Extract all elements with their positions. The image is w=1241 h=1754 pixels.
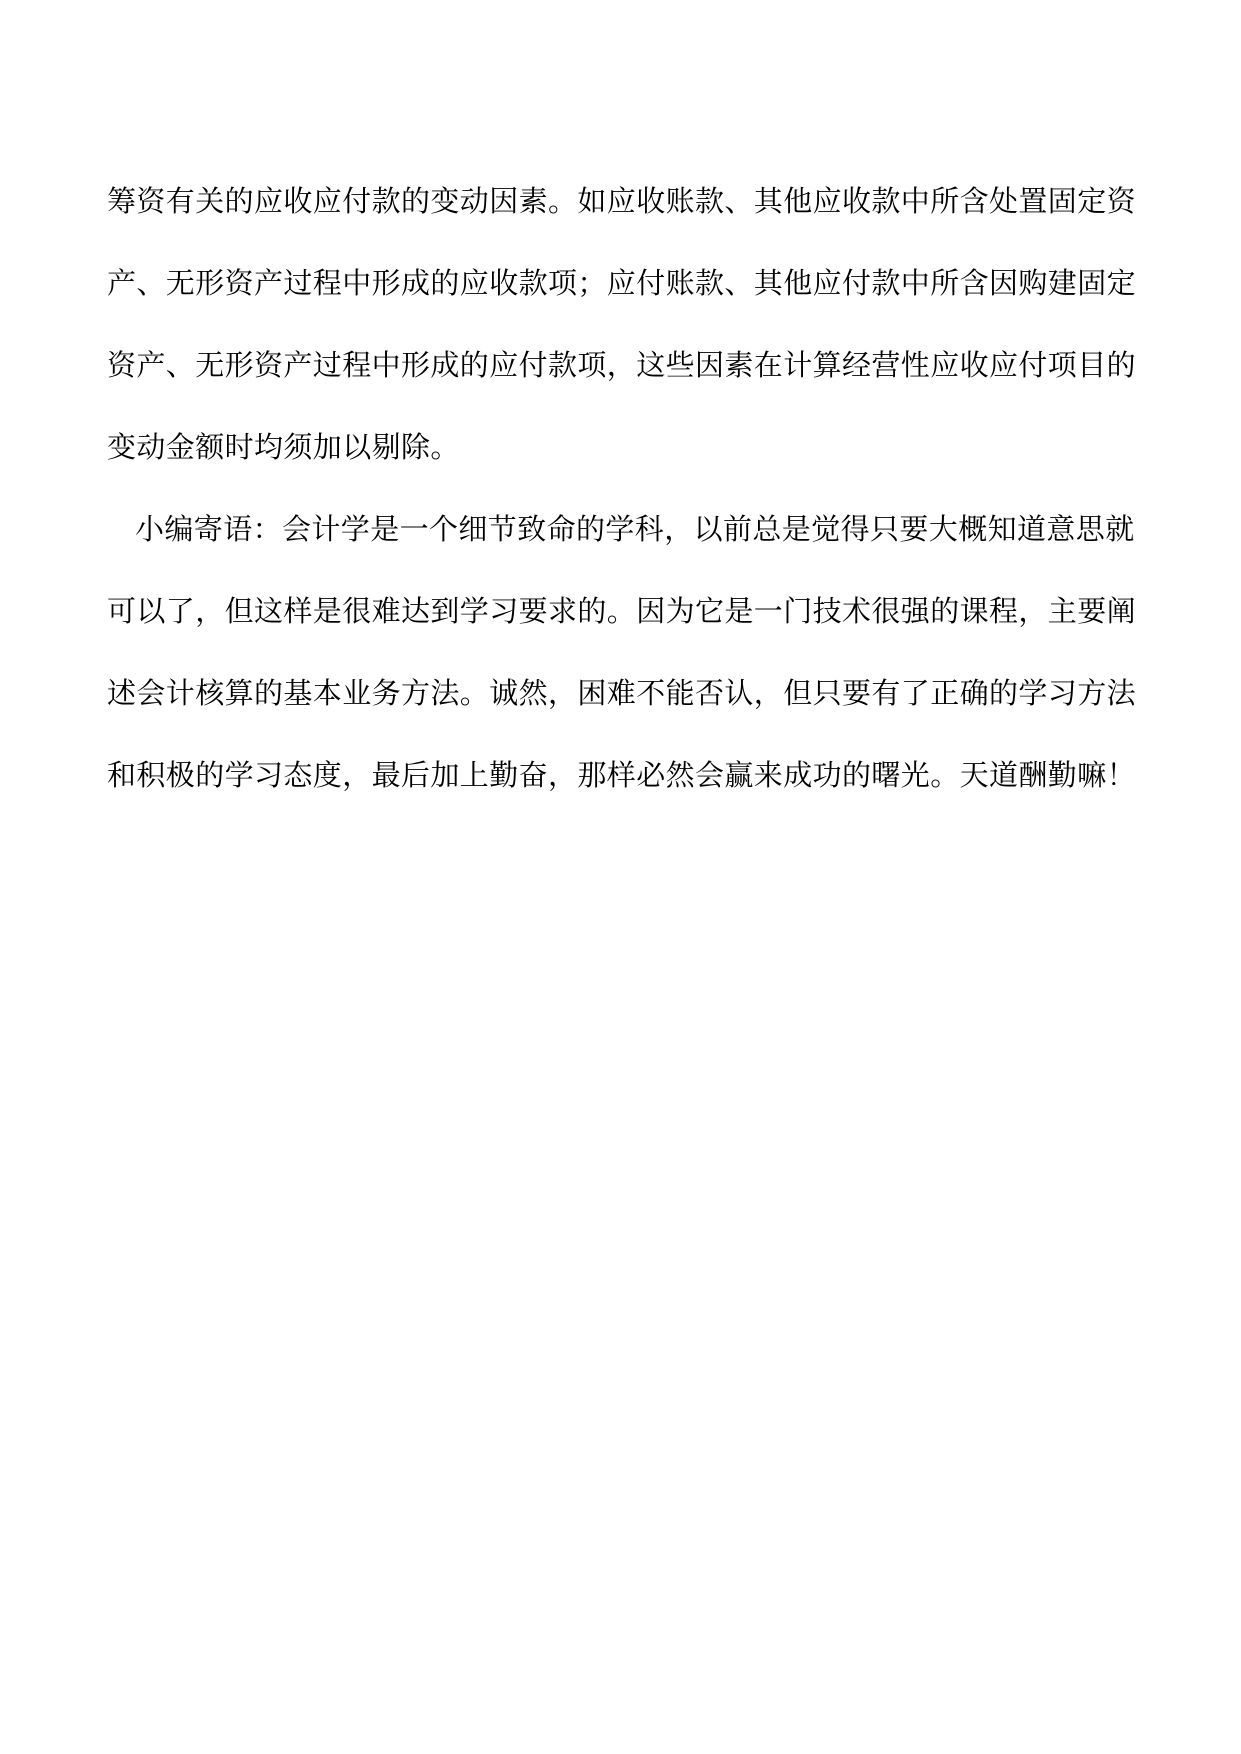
paragraph-line: 资产、无形资产过程中形成的应付款项，这些因素在计算经营性应收应付项目的: [107, 348, 1137, 382]
paragraph-line: 产、无形资产过程中形成的应收款项；应付账款、其他应付款中所含因购建固定: [107, 266, 1137, 300]
paragraph-cash-flow: [107, 160, 1135, 488]
paragraph-line: 述会计核算的基本业务方法。诚然，困难不能否认，但只要有了正确的学习方法: [107, 676, 1137, 710]
paragraph-line: 变动金额时均须加以剔除。: [107, 430, 460, 464]
paragraph-line: 可以了，但这样是很难达到学习要求的。因为它是一门技术很强的课程，主要阐: [107, 594, 1137, 628]
paragraph-line: 和积极的学习态度，最后加上勤奋，那样必然会赢来成功的曙光。天道酬勤嘛！: [107, 758, 1137, 792]
paragraph-editor-note: [107, 488, 1135, 816]
paragraph-line: 筹资有关的应收应付款的变动因素。如应收账款、其他应收款中所含处置固定资: [107, 184, 1137, 218]
document-body: [107, 160, 1135, 816]
paragraph-line: 小编寄语：会计学是一个细节致命的学科，以前总是觉得只要大概知道意思就: [135, 512, 1135, 546]
